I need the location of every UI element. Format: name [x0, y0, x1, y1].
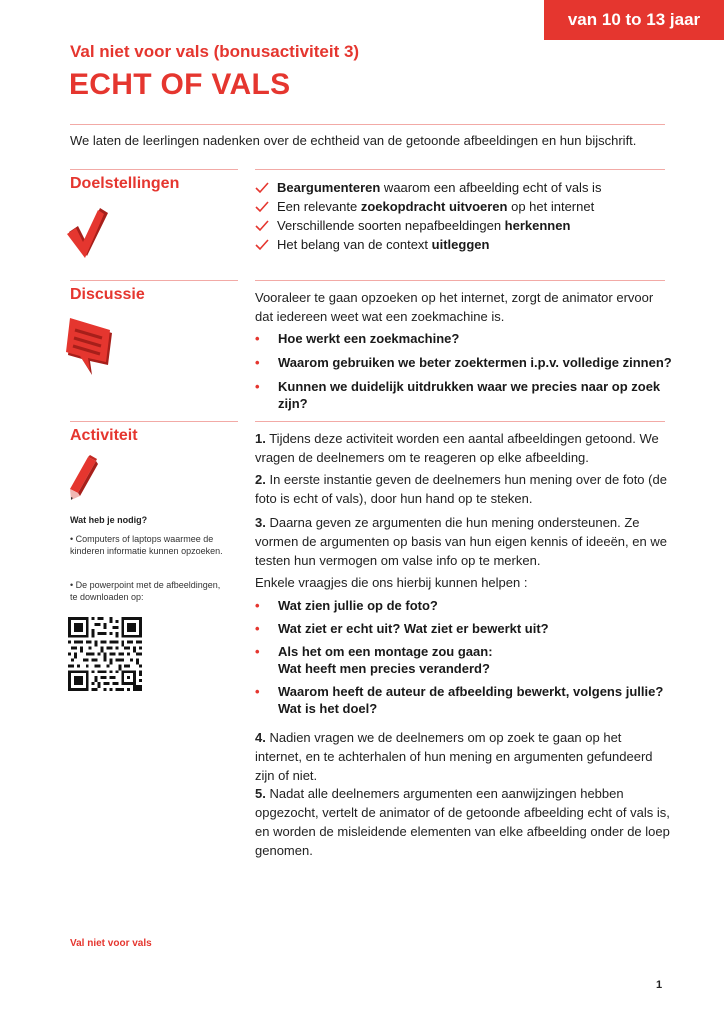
list-item: • Hoe werkt een zoekmachine? [255, 331, 460, 346]
step-2: 2. In eerste instantie geven de deelnemers hun mening over de foto (de foto is echt of vals), door hun hand op te steken. [255, 472, 667, 506]
page-subtitle: Val niet voor vals (bonusactiviteit 3) [70, 42, 360, 61]
list-item: • Wat ziet er echt uit? Wat ziet er bewerkt uit? [255, 621, 549, 636]
sidebar-item-powerpoint: • De powerpoint met de afbeeldingen, te downloaden op: [70, 580, 221, 602]
list-item: • Wat zien jullie op de foto? [255, 598, 438, 613]
section-title-discussie: Discussie [70, 286, 145, 303]
list-item: Het belang van de context uitleggen [255, 235, 601, 254]
activity-questions [255, 597, 680, 717]
divider [70, 280, 238, 281]
divider [255, 421, 665, 422]
section-title-activiteit: Activiteit [70, 427, 138, 444]
footer-label: Val niet voor vals [70, 938, 152, 949]
list-item: • Als het om een montage zou gaan: Wat heeft men precies veranderd? [255, 644, 493, 676]
divider [70, 421, 238, 422]
step-3: 3. Daarna geven ze argumenten die hun mening ondersteunen. Ze vormen de argumenten op basis van hun eigen kennis of ideeën, en we testen hun vermogen om valse info op te merken. [255, 515, 667, 568]
list-item: Verschillende soorten nepafbeeldingen herkennen [255, 216, 601, 235]
goals-list [255, 178, 601, 254]
page-number: 1 [656, 979, 663, 991]
divider [70, 124, 665, 125]
page-title: ECHT OF VALS [69, 68, 291, 101]
pencil-icon [66, 455, 100, 506]
divider [70, 169, 238, 170]
check-icon [255, 182, 277, 194]
speech-bubble-icon [66, 313, 116, 382]
check-icon [255, 201, 277, 213]
step-1: 1. Tijdens deze activiteit worden een aantal afbeeldingen getoond. We vragen de deelnemers om te reageren op elke afbeelding. [255, 431, 659, 465]
questions-lead: Enkele vraagjes die ons hierbij kunnen helpen : [255, 575, 528, 590]
sidebar-heading: Wat heb je nodig? [70, 515, 148, 525]
list-item: • Waarom heeft de auteur de afbeelding bewerkt, volgens jullie? Wat is het doel? [255, 684, 664, 716]
check-icon [255, 239, 277, 251]
intro-text: We laten de leerlingen nadenken over de echtheid van de getoonde afbeeldingen en hun bijschrift. [70, 133, 637, 148]
discussie-text: Vooraleer te gaan opzoeken op het internet, zorgt de animator ervoor dat iedereen weet wat een zoekmachine is. [255, 290, 654, 324]
divider [255, 280, 665, 281]
checkmark-icon [66, 206, 110, 265]
list-item: Een relevante zoekopdracht uitvoeren op het internet [255, 197, 601, 216]
check-icon [255, 220, 277, 232]
list-item: • Kunnen we duidelijk uitdrukken waar we precies naar op zoek zijn? [255, 379, 661, 411]
section-title-doelstellingen: Doelstellingen [70, 175, 180, 192]
step-4: 4. Nadien vragen we de deelnemers om op zoek te gaan op het internet, en te achterhalen of hun mening en argumenten gefundeerd zijn of niet. [255, 730, 653, 783]
age-badge: van 10 to 13 jaar [544, 0, 724, 40]
qr-code-icon [68, 617, 142, 696]
list-item: • Waarom gebruiken we beter zoektermen i.p.v. volledige zinnen? [255, 355, 672, 370]
list-item: Beargumenteren waarom een afbeelding echt of vals is [255, 178, 601, 197]
divider [255, 169, 665, 170]
step-5: 5. Nadat alle deelnemers argumenten een aanwijzingen hebben opgezocht, vertelt de animator of de getoonde afbeelding echt of vals is, en worden de misleidende elementen van elke afbeelding onder de loep genomen. [255, 786, 670, 858]
sidebar-item-computers: • Computers of laptops waarmee de kinderen informatie kunnen opzoeken. [70, 534, 223, 556]
discussion-questions [255, 330, 680, 412]
